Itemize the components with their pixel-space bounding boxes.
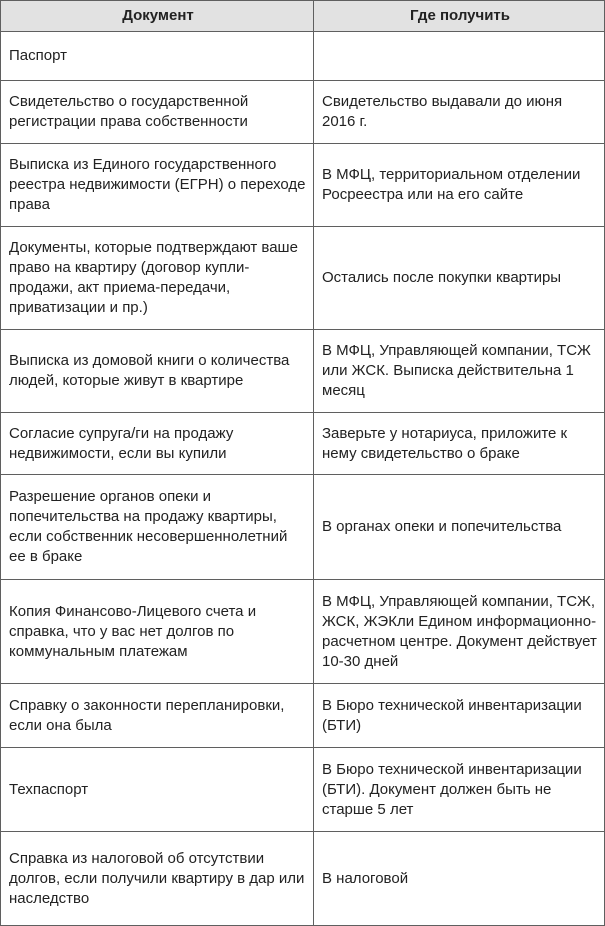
where-cell: В налоговой (314, 832, 605, 926)
document-cell: Выписка из Единого государственного реестра недвижимости (ЕГРН) о переходе права (1, 144, 314, 227)
header-document: Документ (1, 1, 314, 32)
table-row (1, 748, 605, 832)
table-row (1, 580, 605, 684)
where-cell: В МФЦ, Управляющей компании, ТСЖ, ЖСК, ЖЭКли Едином информационно-расчетном центре. Документ действует 10-30 дней (314, 580, 605, 684)
where-cell: Свидетельство выдавали до июня 2016 г. (314, 81, 605, 144)
document-cell: Разрешение органов опеки и попечительства на продажу квартиры, если собственник несовершеннолетний ее в браке (1, 475, 314, 580)
table-header-row (1, 1, 605, 32)
table-row (1, 475, 605, 580)
document-cell: Свидетельство о государственной регистрации права собственности (1, 81, 314, 144)
table-row (1, 81, 605, 144)
table-row (1, 144, 605, 227)
header-where: Где получить (314, 1, 605, 32)
document-cell: Паспорт (1, 32, 314, 81)
where-cell: Остались после покупки квартиры (314, 227, 605, 330)
table-row (1, 32, 605, 81)
document-cell: Справка из налоговой об отсутствии долгов, если получили квартиру в дар или наследство (1, 832, 314, 926)
table-row (1, 227, 605, 330)
where-cell: В Бюро технической инвентаризации (БТИ) (314, 684, 605, 748)
document-cell: Согласие супруга/ги на продажу недвижимости, если вы купили (1, 413, 314, 475)
table-row (1, 330, 605, 413)
where-cell: В МФЦ, территориальном отделении Росреестра или на его сайте (314, 144, 605, 227)
where-cell: В органах опеки и попечительства (314, 475, 605, 580)
where-cell (314, 32, 605, 81)
where-cell: Заверьте у нотариуса, приложите к нему свидетельство о браке (314, 413, 605, 475)
table-row (1, 832, 605, 926)
document-cell: Копия Финансово-Лицевого счета и справка, что у вас нет долгов по коммунальным платежам (1, 580, 314, 684)
table-row (1, 684, 605, 748)
document-cell: Техпаспорт (1, 748, 314, 832)
where-cell: В МФЦ, Управляющей компании, ТСЖ или ЖСК. Выписка действительна 1 месяц (314, 330, 605, 413)
document-cell: Выписка из домовой книги о количества людей, которые живут в квартире (1, 330, 314, 413)
where-cell: В Бюро технической инвентаризации (БТИ). Документ должен быть не старше 5 лет (314, 748, 605, 832)
document-cell: Документы, которые подтверждают ваше право на квартиру (договор купли-продажи, акт приема-передачи, приватизации и пр.) (1, 227, 314, 330)
document-cell: Справку о законности перепланировки, если она была (1, 684, 314, 748)
table-row (1, 413, 605, 475)
